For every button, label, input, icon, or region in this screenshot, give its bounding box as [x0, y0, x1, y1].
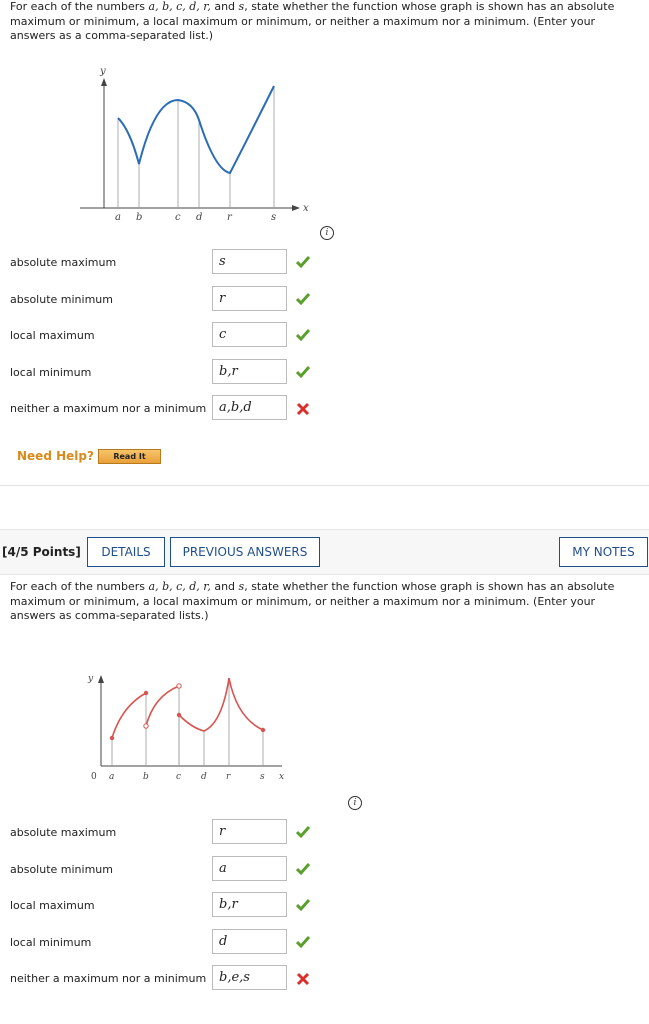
q1-info-icon[interactable]: i [320, 226, 334, 240]
q2-y-label: y [88, 674, 94, 684]
q2-tick-d: d [201, 772, 207, 782]
q1-label-neither: neither a maximum nor a minimum [10, 402, 207, 415]
q1-tick-s: s [271, 212, 277, 223]
q2-answer-local-min[interactable]: d [212, 929, 287, 954]
q2-answer-local-max[interactable]: b,r [212, 892, 287, 917]
q2-tick-s: s [260, 772, 265, 782]
question2-prompt: For each of the numbers a, b, c, d, r, and s, state whether the function whose graph is shown has an absolute maximum or minimum, a local maximum or minimum, or neither a maximum nor a minimum. (Enter your answers as comma-separated lists.) [10, 580, 615, 622]
check-icon [296, 825, 310, 839]
q2-info-icon[interactable]: i [348, 796, 362, 810]
q2-curve-segment-2 [146, 686, 179, 726]
q1-tick-a: a [115, 212, 121, 223]
q2-origin: 0 [91, 772, 97, 782]
q1-need-help: Need Help? [17, 449, 94, 463]
q1-read-it-button[interactable]: Read It [98, 449, 161, 464]
q1-label-abs-max: absolute maximum [10, 256, 117, 269]
q1-answer-local-min[interactable]: b,r [212, 359, 287, 384]
question2-graph [82, 668, 297, 788]
q1-curve [118, 86, 274, 173]
q2-tick-c: c [176, 772, 182, 782]
q2-label-local-max: local maximum [10, 899, 95, 912]
q2-label-abs-max: absolute maximum [10, 826, 117, 839]
q2-label-local-min: local minimum [10, 936, 92, 949]
q1-x-label: x [303, 203, 309, 214]
check-icon [296, 862, 310, 876]
question1-prompt: For each of the numbers a, b, c, d, r, and s, state whether the function whose graph is shown has an absolute maximum or minimum, a local maximum or minimum, or neither a maximum nor a minimum. (Enter your answers as a comma-separated list.) [10, 0, 615, 42]
q1-tick-d: d [196, 212, 203, 223]
check-icon [296, 328, 310, 342]
q1-answer-abs-min[interactable]: r [212, 286, 287, 311]
divider [0, 485, 649, 486]
q1-answer-abs-max[interactable]: s [212, 249, 287, 274]
q2-points: [4/5 Points] [2, 545, 81, 559]
q1-answer-neither[interactable]: a,b,d [212, 395, 287, 420]
q2-curve-segment-3 [179, 678, 263, 731]
q1-tick-b: b [136, 212, 143, 223]
q1-label-local-max: local maximum [10, 329, 95, 342]
q1-answer-local-max[interactable]: c [212, 322, 287, 347]
details-button[interactable]: DETAILS [87, 537, 165, 567]
x-mark-icon [296, 972, 310, 986]
q1-label-abs-min: absolute minimum [10, 293, 113, 306]
question1-graph [75, 60, 320, 230]
q1-label-local-min: local minimum [10, 366, 92, 379]
q2-curve-segment-1 [112, 693, 146, 738]
x-mark-icon [296, 402, 310, 416]
q2-tick-b: b [143, 772, 149, 782]
q2-label-neither: neither a maximum nor a minimum [10, 972, 207, 985]
previous-answers-button[interactable]: PREVIOUS ANSWERS [170, 537, 320, 567]
q1-tick-r: r [227, 212, 232, 223]
check-icon [296, 365, 310, 379]
q1-tick-c: c [175, 212, 181, 223]
q2-answer-neither[interactable]: b,e,s [212, 965, 287, 990]
check-icon [296, 935, 310, 949]
q1-y-label: y [100, 66, 106, 77]
q2-answer-abs-max[interactable]: r [212, 819, 287, 844]
q2-x-label: x [279, 772, 285, 782]
q2-tick-a: a [109, 772, 115, 782]
my-notes-button[interactable]: MY NOTES [559, 537, 648, 567]
check-icon [296, 255, 310, 269]
q2-tick-r: r [226, 772, 231, 782]
q2-label-abs-min: absolute minimum [10, 863, 113, 876]
check-icon [296, 898, 310, 912]
q2-answer-abs-min[interactable]: a [212, 856, 287, 881]
check-icon [296, 292, 310, 306]
